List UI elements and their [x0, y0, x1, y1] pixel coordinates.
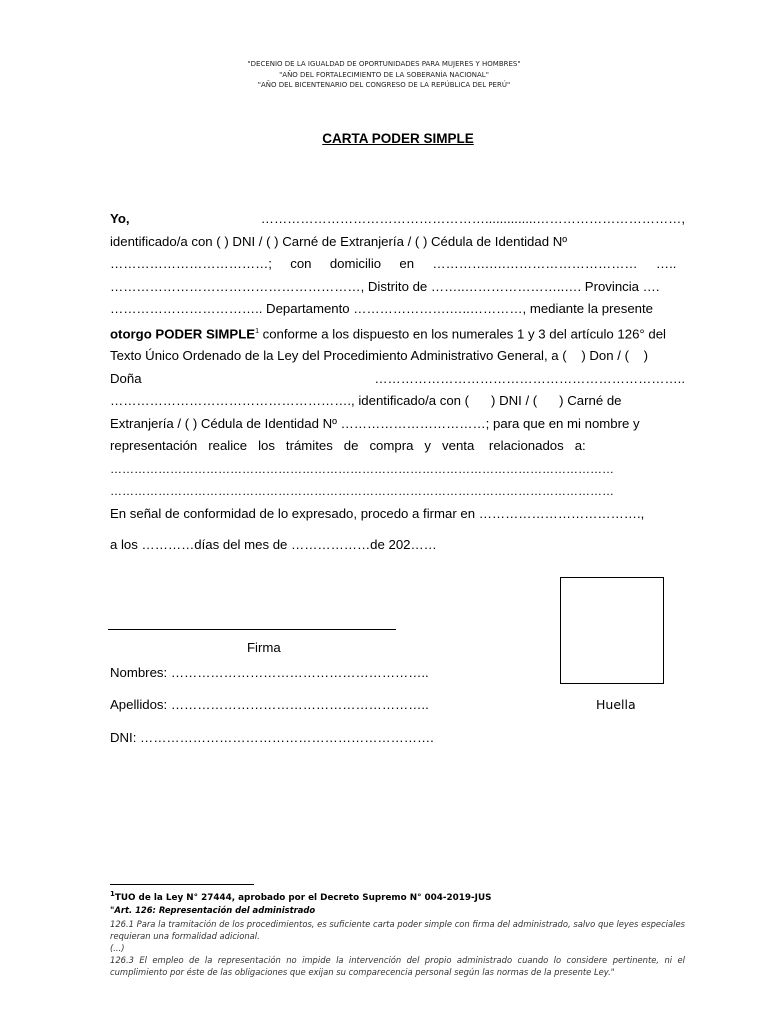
body-line-8 [110, 368, 685, 391]
header-line-3: "AÑO DEL BICENTENARIO DEL CONGRESO DE LA REPÚBLICA DEL PERÚ" [257, 81, 511, 89]
footnote-ref: 1 [255, 327, 259, 335]
body-line-12: ……………………………………………………………………………………………………………… [110, 461, 614, 476]
footnote-line-5: 126.3 El empleo de la representación no impide la intervención del propio administrado cuando lo considere pertinente, ni el cumplimiento por éste de las obligaciones que exijan su comparecencia personal según las normas de la presente Ley." [110, 955, 685, 977]
body-line-2: identificado/a con ( ) DNI / ( ) Carné de Extranjería / ( ) Cédula de Identidad Nº [110, 233, 568, 249]
poder-simple-bold: otorgo PODER SIMPLE [110, 325, 256, 341]
footnote-separator [110, 884, 254, 885]
footnote-line-1 [110, 889, 685, 904]
body-line-7: Texto Único Ordenado de la Ley del Procedimiento Administrativo General, a ( ) Don / ( ) [110, 348, 649, 364]
dona-label: Doña [110, 370, 142, 386]
footnote-line-4: (...) [110, 943, 125, 953]
document-title: CARTA PODER SIMPLE [322, 131, 474, 146]
name-blank: ……………………………………………..............……………………………, [260, 211, 685, 226]
body-line-5: …………………………….. Departamento ………………….…..…………, mediante la presente [110, 301, 654, 316]
firma-label: Firma [247, 640, 281, 655]
footnote-line-2: "Art. 126: Representación del administrado [110, 905, 316, 915]
apellidos-field: Apellidos: ………………………………………………….. [110, 697, 429, 712]
signature-line [108, 629, 396, 630]
huella-label: Huella [596, 697, 636, 712]
body-line-14: En señal de conformidad de lo expresado, procedo a firmar en ………………………………., [110, 505, 645, 521]
nombres-field: Nombres: ………………………………………………….. [110, 665, 429, 680]
header-line-2: "AÑO DEL FORTALECIMIENTO DE LA SOBERANÍA NACIONAL" [279, 71, 489, 79]
yo-label: Yo, [110, 211, 130, 226]
body-line-10: Extranjería / ( ) Cédula de Identidad Nº ……………………………; para que en mi nombre y [110, 415, 640, 431]
body-line-3: ………………………………; con domicilio en ………….….………………………… ….. [110, 256, 677, 271]
body-line-11: representación realice los trámites de compra y venta relacionados a: [110, 438, 586, 454]
body-line-15: a los …………días del mes de ………………de 202…… [110, 537, 437, 553]
footnote-line-3: 126.1 Para la tramitación de los procedimientos, es suficiente carta poder simple con firma del administrado, salvo que leyes especiales requieran una formalidad adicional. [110, 919, 685, 941]
body-line-9: ………………………………………………., identificado/a con ( ) DNI / ( ) Carné de [110, 393, 622, 409]
letter-body [110, 208, 685, 557]
header-line-1: "DECENIO DE LA IGUALDAD DE OPORTUNIDADES PARA MUJERES Y HOMBRES" [247, 60, 521, 68]
footnote-number: 1 [110, 890, 115, 898]
footnote-title: TUO de la Ley N° 27444, aprobado por el Decreto Supremo N° 004-2019-JUS [114, 892, 492, 903]
body-line-1 [110, 208, 685, 231]
body-line-6-rest: conforme a los dispuesto en los numerales 1 y 3 del artículo 126° del [258, 325, 666, 341]
body-line-4: …………………………………………………, Distrito de ……..…………………..…. Provincia …. [110, 278, 660, 294]
representative-blank: …………………………………………………………….. [374, 370, 685, 386]
body-line-6 [110, 321, 685, 346]
dni-field: DNI: …………………………………………………………. [110, 730, 434, 745]
body-line-13: ……………………………………………………………………………………………………………… [110, 484, 614, 499]
fingerprint-box [560, 577, 664, 684]
